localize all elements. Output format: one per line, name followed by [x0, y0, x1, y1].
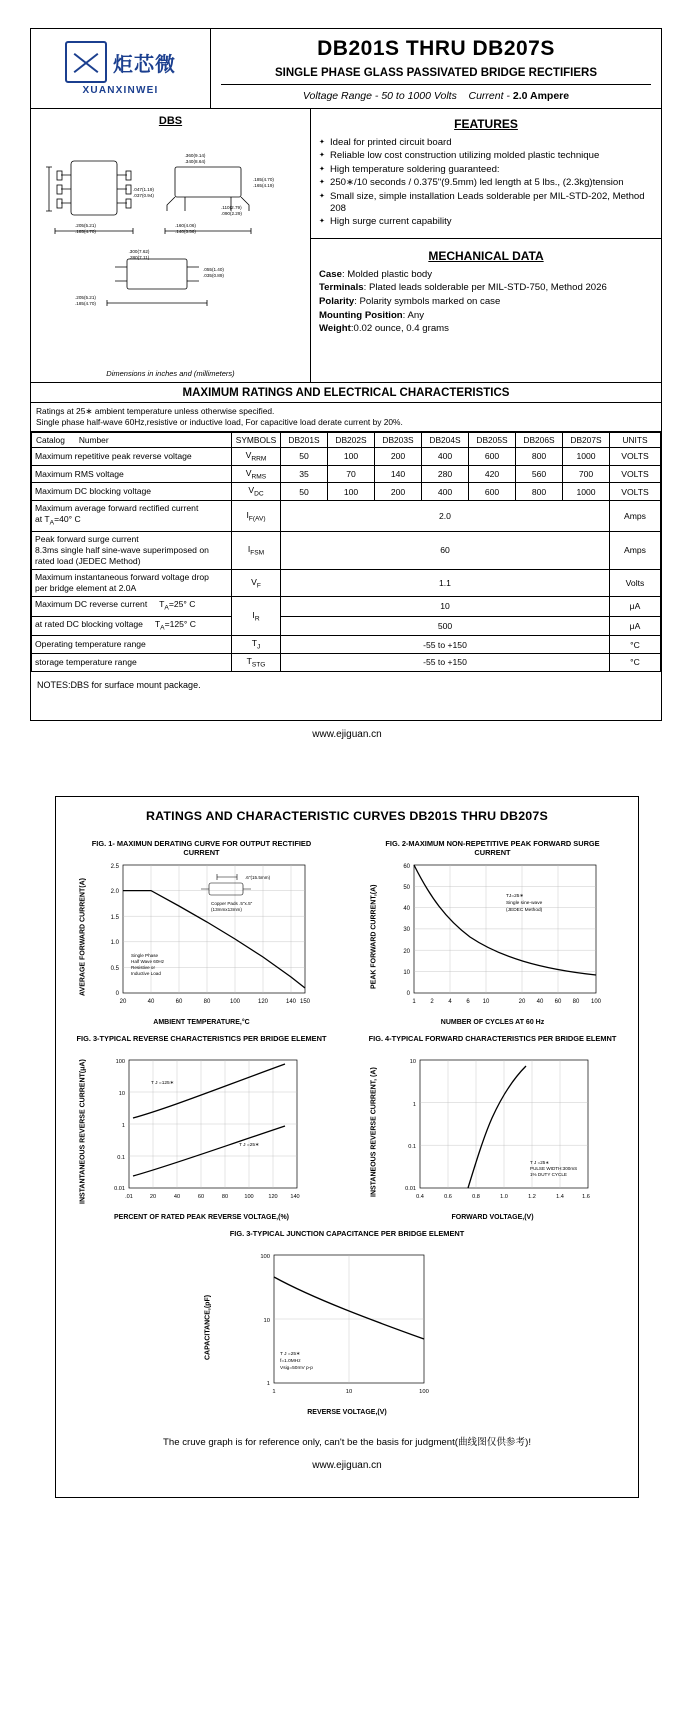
svg-text:100: 100: [115, 1058, 125, 1065]
title-block: [211, 29, 661, 108]
row-value: 280: [422, 465, 469, 483]
features-title: FEATURES: [454, 117, 518, 131]
svg-text:0.01: 0.01: [113, 1185, 125, 1192]
mechanical-value: : Plated leads solderable per MIL-STD-750, Method 2026: [363, 282, 607, 294]
svg-text:.140(3.56): .140(3.56): [175, 229, 196, 234]
features-list: [319, 137, 653, 229]
svg-text:140: 140: [289, 1193, 300, 1200]
table-row: [32, 448, 661, 466]
svg-text:0: 0: [115, 990, 119, 997]
svg-text:0.6: 0.6: [443, 1193, 452, 1200]
svg-text:.01: .01: [124, 1193, 133, 1200]
svg-text:f=1.0MHz: f=1.0MHz: [280, 1358, 301, 1364]
svg-text:120: 120: [267, 1193, 278, 1200]
svg-text:80: 80: [572, 998, 579, 1005]
chart-fig1-xlabel: AMBIENT TEMPERATURE,°C: [153, 1018, 250, 1026]
svg-text:.110(2.79): .110(2.79): [221, 205, 242, 210]
svg-text:0.8: 0.8: [471, 1193, 480, 1200]
svg-text:.185(4.70): .185(4.70): [75, 301, 96, 306]
svg-text:Vsig=50mV p-p: Vsig=50mV p-p: [280, 1365, 313, 1371]
svg-text:(13mmx13mm): (13mmx13mm): [210, 906, 242, 912]
svg-text:1: 1: [272, 1388, 276, 1395]
svg-text:1.6: 1.6: [581, 1193, 590, 1200]
svg-text:100: 100: [590, 998, 601, 1005]
mechanical-label: Polarity: [319, 296, 355, 308]
svg-text:20: 20: [402, 948, 410, 955]
sheet-one: [30, 28, 662, 721]
svg-text:T J =125∗: T J =125∗: [150, 1080, 174, 1086]
svg-text:.185(4.70): .185(4.70): [253, 177, 274, 182]
document-header: [31, 29, 661, 109]
row-label: at rated DC blocking voltage $T_A=125^\circ$ C: [32, 616, 232, 636]
row-value: 70: [328, 465, 375, 483]
table-header-row: [32, 433, 661, 448]
row-symbol: $V_{DC}$: [232, 483, 281, 501]
package-drawing: [35, 131, 306, 367]
row-value: 1.1: [281, 569, 610, 596]
svg-text:10: 10: [118, 1090, 125, 1097]
svg-text:40: 40: [173, 1193, 180, 1200]
page-title: DB201S THRU DB207S: [317, 37, 555, 60]
table-row: [32, 596, 661, 616]
svg-text:.165(4.19): .165(4.19): [253, 183, 274, 188]
table-row: [32, 501, 661, 532]
row-value: 60: [281, 531, 610, 569]
features-mechanical-block: [311, 109, 661, 382]
company-name-cn: 炬芯微: [113, 51, 176, 76]
feature-item: ✦ 250∗/10 seconds / 0.375"(9.5mm) led length at 5 lbs., (2.3kg)tension: [319, 177, 653, 189]
row-symbol: $T_J$: [232, 636, 281, 654]
svg-text:0.5: 0.5: [110, 965, 119, 972]
mechanical-value: :0.02 ounce, 0.4 grams: [350, 323, 449, 335]
chart-fig5-ylabel: CAPACITANCE,(pF): [204, 1294, 212, 1360]
mechanical-label: Weight: [319, 323, 351, 335]
svg-text:1: 1: [412, 1101, 416, 1108]
svg-text:.300(7.62): .300(7.62): [128, 249, 150, 254]
row-value: 200: [375, 448, 422, 466]
row-value: 200: [375, 483, 422, 501]
feature-item: ✦ Small size, simple installation Leads solderable per MIL-STD-202, Method 208: [319, 191, 653, 216]
row-value: 600: [469, 483, 516, 501]
row-symbol: $V_F$: [232, 569, 281, 596]
svg-text:.205(5.21): .205(5.21): [75, 223, 96, 228]
svg-text:30: 30: [402, 926, 410, 933]
ratings-title: MAXIMUM RATINGS AND ELECTRICAL CHARACTERISTICS: [31, 383, 661, 403]
svg-text:PULSE WIDTH:300mS: PULSE WIDTH:300mS: [529, 1165, 577, 1171]
mechanical-label: Mounting Position: [319, 309, 403, 321]
row-label: Maximum RMS voltage: [32, 465, 232, 483]
svg-text:.6"(15.5mm): .6"(15.5mm): [244, 874, 270, 880]
row-label: Peak forward surge current 8.3ms single half sine-wave superimposed on rated load (JEDEC Method): [32, 531, 232, 569]
table-row: [32, 616, 661, 636]
svg-text:1: 1: [266, 1380, 270, 1387]
row-value: 500: [281, 616, 610, 636]
svg-text:10: 10: [402, 969, 410, 976]
row-label: storage temperature range: [32, 654, 232, 672]
svg-text:150: 150: [299, 998, 310, 1005]
chart-fig3-title: FIG. 3-TYPICAL REVERSE CHARACTERISTICS PER BRIDGE ELEMENT: [76, 1033, 327, 1043]
svg-text:.160(4.06): .160(4.06): [175, 223, 196, 228]
svg-text:TJ=25∗: TJ=25∗: [505, 893, 523, 899]
svg-text:40: 40: [147, 998, 154, 1005]
header-part: DB203S: [375, 433, 422, 448]
chart-fig3-ylabel: INSTANTANEOUS REVERSE CURRENT(μA): [79, 1059, 86, 1205]
svg-text:10: 10: [263, 1317, 270, 1324]
chart-fig4: [368, 1034, 618, 1221]
svg-text:60: 60: [175, 998, 182, 1005]
svg-text:0.1: 0.1: [407, 1143, 416, 1150]
svg-text:0.1: 0.1: [116, 1154, 125, 1161]
feature-item: ✦ High surge current capability: [319, 216, 653, 228]
chart-fig2-title: FIG. 2-MAXIMUM NON-REPETITIVE PEAK FORWARD SURGE CURRENT: [385, 838, 600, 857]
svg-text:.047(1.19): .047(1.19): [133, 187, 154, 192]
current-value: 2.0 Ampere: [512, 90, 570, 102]
table-notes: NOTES:DBS for surface mount package.: [37, 679, 201, 690]
sheet-two: [55, 796, 639, 1498]
mechanical-value: : Polarity symbols marked on case: [354, 296, 501, 308]
row-unit: μA: [610, 616, 661, 636]
ratings-table: [31, 432, 661, 672]
table-row: [32, 654, 661, 672]
header-catalog: Catalog Number: [32, 433, 232, 448]
svg-text:1: 1: [411, 998, 416, 1005]
svg-text:Copper Pads .5"x.5": Copper Pads .5"x.5": [210, 900, 252, 906]
chart-fig4-ylabel: INSTANEOUS REVERSE CURRENT, (A): [370, 1066, 377, 1197]
mechanical-title: MECHANICAL DATA: [428, 248, 544, 263]
row-value: 2.0: [281, 501, 610, 532]
chart-fig5: [202, 1229, 492, 1416]
curves-footnote: The cruve graph is for reference only, can't be the basis for judgment(曲线图仅供参考)!: [163, 1436, 531, 1448]
row-value: 35: [281, 465, 328, 483]
svg-text:120: 120: [257, 998, 268, 1005]
svg-text:6: 6: [465, 998, 470, 1005]
svg-text:0.01: 0.01: [404, 1185, 416, 1192]
header-part: DB201S: [281, 433, 328, 448]
row-value: 800: [516, 448, 563, 466]
row-unit: VOLTS: [610, 465, 661, 483]
row-value: 1000: [563, 448, 610, 466]
header-part: DB207S: [563, 433, 610, 448]
svg-text:100: 100: [260, 1253, 270, 1260]
header-part: DB206S: [516, 433, 563, 448]
footer-url: www.ejiguan.cn: [312, 728, 382, 740]
svg-text:.280(7.11): .280(7.11): [128, 255, 150, 260]
mechanical-label: Terminals: [319, 282, 364, 294]
charts-container: [56, 833, 638, 1418]
row-label: Operating temperature range: [32, 636, 232, 654]
company-name-en: XUANXINWEI: [82, 85, 159, 96]
datasheet-page: [0, 28, 694, 1498]
ratings-note-2: Single phase half-wave 60Hz,resistive or inductive load, For capacitive load derate current by 20%.: [36, 417, 403, 427]
row-unit: Volts: [610, 569, 661, 596]
package-drawing-block: [31, 109, 311, 382]
svg-text:10: 10: [482, 998, 489, 1005]
svg-text:.055(1.40): .055(1.40): [203, 267, 224, 272]
row-value: 400: [422, 483, 469, 501]
svg-text:.090(2.29): .090(2.29): [221, 211, 242, 216]
svg-text:10: 10: [345, 1388, 353, 1395]
svg-text:80: 80: [203, 998, 210, 1005]
dimension-note: Dimensions in inches and (millimeters): [106, 369, 235, 378]
package-title: DBS: [158, 115, 183, 127]
svg-text:20: 20: [518, 998, 525, 1005]
row-value: 420: [469, 465, 516, 483]
mechanical-label: Case: [319, 268, 342, 280]
svg-text:1.5: 1.5: [110, 914, 119, 921]
svg-text:2.0: 2.0: [110, 888, 119, 895]
svg-text:10: 10: [409, 1058, 416, 1065]
row-value: 140: [375, 465, 422, 483]
table-row: [32, 483, 661, 501]
chart-fig4-xlabel: FORWARD VOLTAGE,(V): [451, 1213, 534, 1221]
row-label: Maximum average forward rectified current at $T_A=40^\circ$ C: [32, 501, 232, 532]
header-units: UNITS: [610, 433, 661, 448]
svg-text:60: 60: [554, 998, 561, 1005]
row-unit: VOLTS: [610, 448, 661, 466]
chart-fig1-title: FIG. 1- MAXIMUN DERATING CURVE FOR OUTPUT RECTIFIED CURRENT: [91, 838, 312, 857]
svg-text:100: 100: [229, 998, 240, 1005]
chart-fig1: [77, 839, 327, 1026]
package-and-features: [31, 109, 661, 383]
header-part: DB205S: [469, 433, 516, 448]
row-unit: Amps: [610, 501, 661, 532]
svg-text:Inductive Load: Inductive Load: [130, 970, 161, 976]
row-label: Maximum DC blocking voltage: [32, 483, 232, 501]
row-value: 50: [281, 448, 328, 466]
row-unit: VOLTS: [610, 483, 661, 501]
svg-text:100: 100: [243, 1193, 254, 1200]
row-value: 400: [422, 448, 469, 466]
svg-text:.185(4.70): .185(4.70): [75, 229, 96, 234]
svg-text:Single Phase: Single Phase: [130, 952, 158, 958]
svg-text:Single sine-wave: Single sine-wave: [505, 900, 542, 906]
table-row: [32, 636, 661, 654]
chart-fig5-title: FIG. 3-TYPICAL JUNCTION CAPACITANCE PER BRIDGE ELEMENT: [229, 1228, 465, 1238]
svg-text:4: 4: [447, 998, 452, 1005]
header-part: DB204S: [422, 433, 469, 448]
curves-title: RATINGS AND CHARACTERISTIC CURVES DB201S THRU DB207S: [146, 808, 548, 823]
svg-text:(JEDEC Method): (JEDEC Method): [505, 907, 542, 913]
svg-text:40: 40: [402, 905, 410, 912]
svg-text:.035(0.89): .035(0.89): [203, 273, 224, 278]
row-label: Maximum repetitive peak reverse voltage: [32, 448, 232, 466]
svg-text:40: 40: [536, 998, 543, 1005]
svg-text:1.4: 1.4: [555, 1193, 564, 1200]
row-value: 800: [516, 483, 563, 501]
mechanical-value: : Molded plastic body: [341, 268, 433, 280]
svg-text:Half Wave 60Hz: Half Wave 60Hz: [130, 958, 164, 964]
row-value: -55 to +150: [281, 636, 610, 654]
header-part: DB202S: [328, 433, 375, 448]
chart-fig1-ylabel: AVERAGE FORWARD CURRENT(A): [79, 877, 86, 996]
svg-text:140: 140: [285, 998, 296, 1005]
row-label: Maximum instantaneous forward voltage drop per bridge element at 2.0A: [32, 569, 232, 596]
svg-text:80: 80: [221, 1193, 228, 1200]
row-value: -55 to +150: [281, 654, 610, 672]
svg-text:.340(8.64): .340(8.64): [184, 159, 206, 164]
row-unit: °C: [610, 654, 661, 672]
row-unit: °C: [610, 636, 661, 654]
svg-text:100: 100: [419, 1388, 429, 1395]
chart-fig2: [368, 839, 618, 1026]
row-symbol: $I_{F(AV)}$: [232, 501, 281, 532]
row-value: 600: [469, 448, 516, 466]
svg-text:1.2: 1.2: [527, 1193, 536, 1200]
row-value: 50: [281, 483, 328, 501]
svg-text:1.0: 1.0: [110, 939, 119, 946]
ratings-note-1: Ratings at 25∗ ambient temperature unless otherwise specified.: [36, 406, 275, 416]
svg-text:.360(9.14): .360(9.14): [184, 153, 206, 158]
svg-text:50: 50: [402, 884, 410, 891]
table-row: [32, 531, 661, 569]
chart-fig2-ylabel: PEAK FORWARD CURRENT,(A): [370, 884, 377, 989]
svg-text:T J =25∗: T J =25∗: [529, 1159, 549, 1165]
voltage-range-label: Voltage Range - 50 to 1000 Volts: [302, 90, 457, 102]
svg-text:0: 0: [406, 990, 410, 997]
svg-text:1: 1: [121, 1122, 125, 1129]
svg-text:.205(5.21): .205(5.21): [75, 295, 96, 300]
svg-text:1% DUTY CYCLE: 1% DUTY CYCLE: [529, 1171, 567, 1177]
chart-fig3: [77, 1034, 327, 1221]
row-symbol: $T_{STG}$: [232, 654, 281, 672]
footer-url-2: www.ejiguan.cn: [312, 1459, 382, 1471]
row-value: 560: [516, 465, 563, 483]
row-unit: Amps: [610, 531, 661, 569]
logo-block: [31, 29, 211, 108]
svg-text:1.0: 1.0: [499, 1193, 508, 1200]
svg-text:60: 60: [402, 863, 410, 870]
row-value: 1000: [563, 483, 610, 501]
chart-fig3-xlabel: PERCENT OF RATED PEAK REVERSE VOLTAGE,(%): [113, 1213, 289, 1221]
svg-text:Resistive or: Resistive or: [130, 964, 155, 970]
row-value: 700: [563, 465, 610, 483]
current-label: Current -: [468, 90, 510, 102]
table-row: [32, 465, 661, 483]
header-symbols: SYMBOLS: [232, 433, 281, 448]
svg-text:T J =25∗: T J =25∗: [238, 1142, 259, 1148]
ratings-notes: [31, 403, 661, 432]
feature-item: ✦ Ideal for printed circuit board: [319, 137, 653, 149]
chart-fig5-xlabel: REVERSE VOLTAGE,(V): [307, 1408, 387, 1416]
svg-text:2.5: 2.5: [110, 863, 119, 870]
company-logo-icon: [65, 41, 107, 83]
table-row: [32, 569, 661, 596]
mechanical-block: [311, 239, 661, 382]
row-label: Maximum DC reverse current $T_A=25^\circ$ C: [32, 596, 232, 616]
chart-fig4-title: FIG. 4-TYPICAL FORWARD CHARACTERISTICS PER BRIDGE ELEMNT: [368, 1033, 617, 1043]
svg-text:20: 20: [119, 998, 126, 1005]
row-symbol: $V_{RRM}$: [232, 448, 281, 466]
row-symbol: $V_{RMS}$: [232, 465, 281, 483]
row-value: 100: [328, 448, 375, 466]
svg-text:20: 20: [149, 1193, 156, 1200]
svg-text:.037(0.94): .037(0.94): [133, 193, 154, 198]
feature-item: ✦ High temperature soldering guaranteed:: [319, 164, 653, 176]
row-symbol: $I_R$: [232, 596, 281, 635]
row-unit: μA: [610, 596, 661, 616]
mechanical-value: : Any: [402, 309, 425, 321]
chart-fig2-xlabel: NUMBER OF CYCLES AT 60 Hz: [440, 1018, 545, 1026]
svg-text:2: 2: [429, 998, 434, 1005]
svg-text:0.4: 0.4: [415, 1193, 424, 1200]
row-value: 10: [281, 596, 610, 616]
svg-text:T J =25∗: T J =25∗: [280, 1351, 301, 1357]
svg-text:60: 60: [197, 1193, 204, 1200]
features-block: [311, 109, 661, 239]
product-subtitle: SINGLE PHASE GLASS PASSIVATED BRIDGE RECTIFIERS: [221, 67, 651, 85]
feature-item: ✦ Reliable low cost construction utilizing molded plastic technique: [319, 150, 653, 162]
row-symbol: $I_{FSM}$: [232, 531, 281, 569]
row-value: 100: [328, 483, 375, 501]
